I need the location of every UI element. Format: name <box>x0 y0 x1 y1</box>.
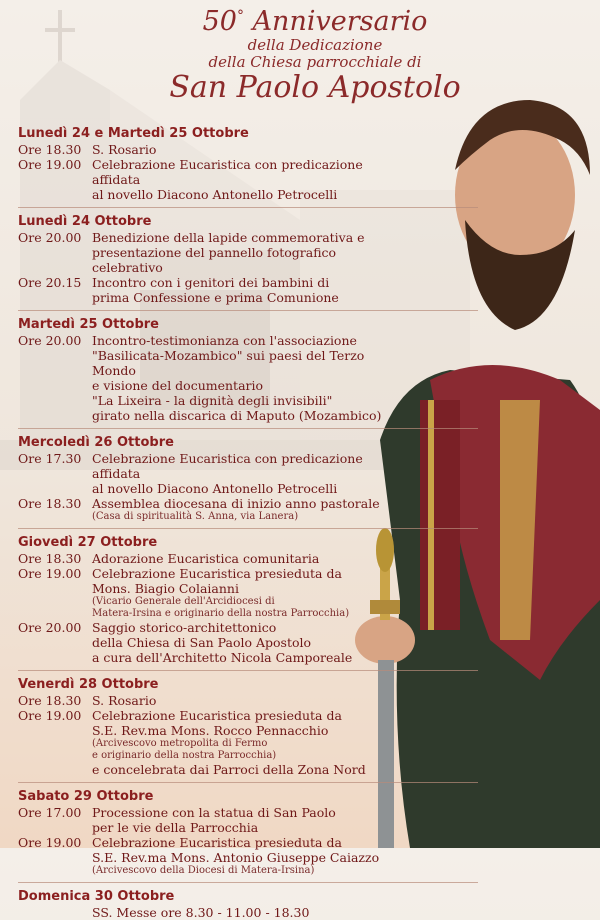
event-row <box>18 348 398 378</box>
event-description: S. Rosario <box>92 693 157 708</box>
title-block <box>0 6 600 105</box>
event-row <box>18 230 398 245</box>
event-row <box>18 157 398 187</box>
day-title: Lunedì 24 Ottobre <box>18 214 152 229</box>
event-description: per le vie della Parrocchia <box>92 820 259 835</box>
event-time: Ore 20.00 <box>18 230 82 245</box>
event-note: e originario della nostra Parrocchia) <box>92 750 277 761</box>
event-row <box>18 378 398 393</box>
event-row <box>18 481 398 496</box>
event-time <box>18 245 92 275</box>
event-note: (Vicario Generale dell'Arcidiocesi di <box>92 596 275 607</box>
event-time <box>18 187 92 202</box>
event-row <box>18 762 398 777</box>
day-block <box>18 126 398 202</box>
event-row <box>18 290 398 305</box>
event-description: Celebrazione Eucaristica presieduta da <box>92 835 342 850</box>
event-description: a cura dell'Architetto Nicola Camporeale <box>92 650 353 665</box>
day-separator <box>18 428 478 429</box>
event-time: Ore 20.15 <box>18 275 82 290</box>
event-description: Incontro con i genitori dei bambini di <box>92 275 330 290</box>
event-description: Celebrazione Eucaristica presieduta da <box>92 708 342 723</box>
event-time <box>18 378 92 393</box>
event-description: Saggio storico-architettonico <box>92 620 277 635</box>
saint-name: San Paolo Apostolo <box>169 70 461 105</box>
event-description: Celebrazione Eucaristica con predicazione affidata <box>92 451 363 481</box>
event-row <box>18 566 398 581</box>
day-block <box>18 535 398 665</box>
event-time <box>18 905 92 920</box>
event-row <box>18 650 398 665</box>
event-time: Ore 19.00 <box>18 566 82 581</box>
event-row <box>18 693 398 708</box>
day-block <box>18 317 398 423</box>
event-row <box>18 581 398 596</box>
event-description: prima Confessione e prima Comunione <box>92 290 339 305</box>
event-time: Ore 19.00 <box>18 708 82 723</box>
event-time <box>18 650 92 665</box>
event-row <box>18 333 398 348</box>
event-time <box>18 723 92 738</box>
church-line: della Chiesa parrocchiale di <box>208 53 422 71</box>
event-note: Matera-Irsina e originario della nostra Parrocchia) <box>92 608 350 619</box>
event-time <box>18 850 92 865</box>
event-description: S.E. Rev.ma Mons. Rocco Pennacchio <box>92 723 329 738</box>
event-description: S.E. Rev.ma Mons. Antonio Giuseppe Caiazzo <box>92 850 380 865</box>
event-description: presentazione del pannello fotografico celebrativo <box>92 245 337 275</box>
event-description: della Chiesa di San Paolo Apostolo <box>92 635 312 650</box>
event-description: girato nella discarica di Maputo (Mozambico) <box>92 408 382 423</box>
event-description: Celebrazione Eucaristica presieduta da <box>92 566 342 581</box>
event-row <box>18 723 398 738</box>
event-description: SS. Messe ore 8.30 - 11.00 - 18.30 <box>92 905 310 920</box>
event-description: al novello Diacono Antonello Petrocelli <box>92 481 338 496</box>
anniversary-title: 50° Anniversario <box>202 6 428 37</box>
event-description: "Basilicata-Mozambico" sui paesi del Terzo Mondo <box>92 348 365 378</box>
event-program <box>18 120 398 920</box>
event-time: Ore 18.30 <box>18 142 82 157</box>
day-block <box>18 435 398 523</box>
event-row <box>18 551 398 566</box>
event-description: "La Lixeira - la dignità degli invisibili" <box>92 393 333 408</box>
day-separator <box>18 882 478 883</box>
event-description: e visione del documentario <box>92 378 264 393</box>
event-description: e concelebrata dai Parroci della Zona Nord <box>92 762 366 777</box>
day-block <box>18 789 398 877</box>
event-time <box>18 290 92 305</box>
event-row <box>18 408 398 423</box>
event-time <box>18 408 92 423</box>
day-block <box>18 214 398 305</box>
event-row <box>18 496 398 511</box>
event-time <box>18 762 92 777</box>
event-time: Ore 18.30 <box>18 693 82 708</box>
event-description: Benedizione della lapide commemorativa e <box>92 230 365 245</box>
event-time: Ore 19.00 <box>18 157 82 172</box>
day-title: Sabato 29 Ottobre <box>18 789 154 804</box>
event-row <box>18 451 398 481</box>
event-description: Celebrazione Eucaristica con predicazione affidata <box>92 157 363 187</box>
event-note: (Arcivescovo della Diocesi di Matera-Irsina) <box>92 865 315 876</box>
day-title: Domenica 30 Ottobre <box>18 889 175 904</box>
day-separator <box>18 528 478 529</box>
event-description: al novello Diacono Antonello Petrocelli <box>92 187 338 202</box>
event-description: Assemblea diocesana di inizio anno pastorale <box>92 496 380 511</box>
event-time <box>18 481 92 496</box>
event-time: Ore 19.00 <box>18 835 82 850</box>
event-row <box>18 275 398 290</box>
dedication-line: della Dedicazione <box>247 36 383 54</box>
event-row <box>18 850 398 865</box>
event-time: Ore 18.30 <box>18 551 82 566</box>
day-separator <box>18 310 478 311</box>
event-note: (Casa di spiritualità S. Anna, via Lanera) <box>92 511 299 522</box>
event-row <box>18 635 398 650</box>
event-row <box>18 187 398 202</box>
event-time <box>18 581 92 596</box>
day-block <box>18 677 398 777</box>
event-time: Ore 17.00 <box>18 805 82 820</box>
day-title: Giovedì 27 Ottobre <box>18 535 158 550</box>
day-title: Lunedì 24 e Martedì 25 Ottobre <box>18 126 249 141</box>
event-time: Ore 20.00 <box>18 620 82 635</box>
event-description: Adorazione Eucaristica comunitaria <box>92 551 320 566</box>
day-title: Venerdì 28 Ottobre <box>18 677 159 692</box>
event-row <box>18 142 398 157</box>
event-row <box>18 708 398 723</box>
day-separator <box>18 670 478 671</box>
day-block <box>18 889 398 920</box>
event-time: Ore 18.30 <box>18 496 82 511</box>
event-time: Ore 20.00 <box>18 333 82 348</box>
day-separator <box>18 207 478 208</box>
event-row <box>18 905 398 920</box>
event-row <box>18 805 398 820</box>
event-time <box>18 393 92 408</box>
day-title: Mercoledì 26 Ottobre <box>18 435 174 450</box>
event-time: Ore 17.30 <box>18 451 82 466</box>
event-row <box>18 820 398 835</box>
event-time <box>18 348 92 378</box>
event-time <box>18 820 92 835</box>
event-note: (Arcivescovo metropolita di Fermo <box>92 738 268 749</box>
event-row <box>18 393 398 408</box>
event-description: Incontro-testimonianza con l'associazione <box>92 333 357 348</box>
event-description: S. Rosario <box>92 142 157 157</box>
event-row <box>18 245 398 275</box>
day-title: Martedì 25 Ottobre <box>18 317 160 332</box>
event-description: Mons. Biagio Colaianni <box>92 581 239 596</box>
event-description: Processione con la statua di San Paolo <box>92 805 336 820</box>
event-time <box>18 635 92 650</box>
day-separator <box>18 782 478 783</box>
event-row <box>18 620 398 635</box>
